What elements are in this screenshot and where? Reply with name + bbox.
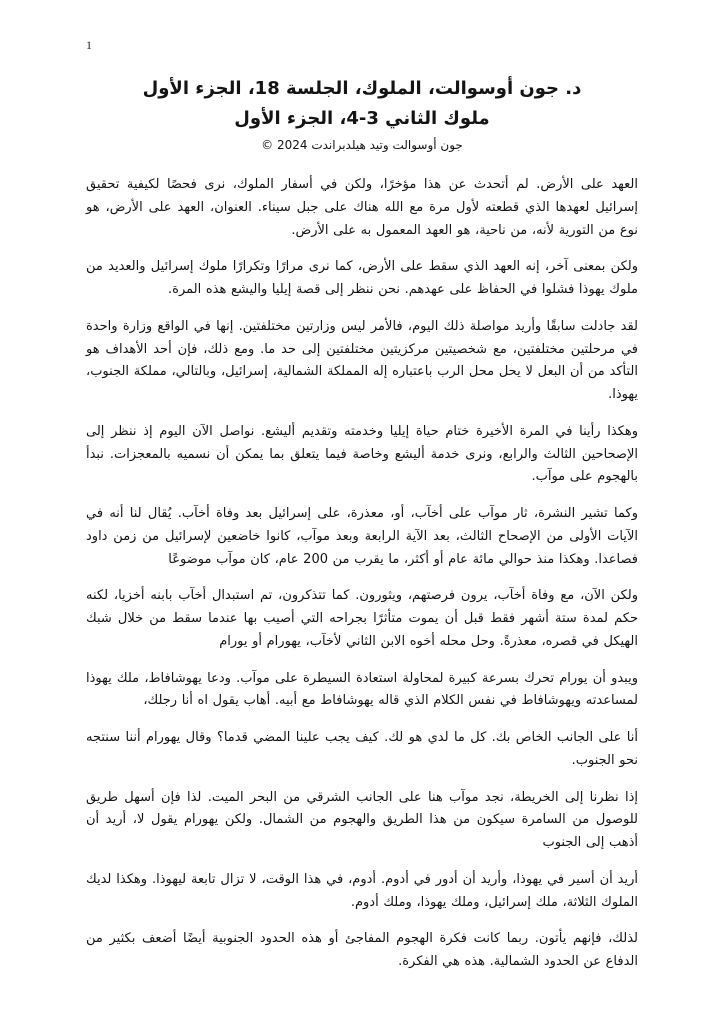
page-number: 1 — [86, 38, 92, 52]
document-header — [86, 76, 638, 152]
paragraph: ويبدو أن يورام تحرك بسرعة كبيرة لمحاولة استعادة السيطرة على موآب. ودعا يهوشافاط، ملك يهوذا لمساعدته ويهوشافاط في نفس الكلام الذي قاله يهوشافاط مع أبيه. أهاب يقول اه أنا رجلك، — [86, 670, 638, 709]
paragraph: العهد على الأرض. لم أتحدث عن هذا مؤخرًا، ولكن في أسفار الملوك، نرى فحصًا لكيفية تحقيق إسرائيل لعهدها الذي قطعته لأول مرة مع الله هناك على جبل سيناء. العنوان، العهد على الأرض، هو نوع من التورية لأنه، من ناحية، هو العهد المعمول به على الأرض. — [86, 177, 638, 238]
paragraph: ولكن الآن، مع وفاة أخآب، يرون فرصتهم، ويثورون. كما تتذكرون، تم استبدال أخآب بابنه أخزيا، لكنه حكم لمدة ستة أشهر فقط قبل أن يموت متأثرًا بجراحه التي أصيب بها عندما سقط من خلال شبك الهيكل في قصره، معذرةً. وحل محله أخوه الابن الثاني لأخآب، يهورام أو يورام — [86, 588, 638, 649]
copyright-line: جون أوسوالت وتيد هيلدبراندت 2024 © — [261, 138, 463, 153]
paragraph: أنا على الجانب الخاص بك. كل ما لدي هو لك. كيف يجب علينا المضي قدما؟ وقال يهورام أننا سنتجه نحو الجنوب. — [86, 730, 638, 768]
paragraph: وكما تشير النشرة، ثار موآب على أخآب، أو، معذرة، على إسرائيل بعد وفاة أخآب. يُقال لنا أنه في الآيات الأولى من الإصحاح الثالث، بعد الآية الرابعة وبعد موآب، كانوا خاضعين لإسرائيل من زمن داود فصاعدا. وهكذا منذ حوالي مائة عام أو أكثر، ما يقرب من 200 عام، كان موآب موضوعًا — [86, 506, 638, 567]
paragraph: لقد جادلت سابقًا وأريد مواصلة ذلك اليوم، فالأمر ليس وزارتين مختلفتين. إنها في الواقع وزارة واحدة في مرحلتين مختلفتين، مع شخصيتين مركزيتين مختلفتين إلى حد ما. ومع ذلك، فإن أحد الأهداف هو التأكد من أن البعل لا يحل محل الرب باعتباره إله المملكة الشمالية، إسرائيل، وبالتالي، مملكة الجنوب، يهوذا. — [86, 318, 638, 403]
paragraph: إذا نظرنا إلى الخريطة، نجد موآب هنا على الجانب الشرقي من البحر الميت. لذا فإن أسهل طريق للوصول من السامرة سيكون من هذا الطريق والهجوم من الشمال. ولكن يهورام يقول لا، أريد أن أذهب إلى الجنوب — [86, 789, 638, 851]
paragraph: وهكذا رأينا في المرة الأخيرة ختام حياة إيليا وخدمته وتقديم أليشع. نواصل الآن اليوم إذ ننظر إلى الإصحاحين الثالث والرابع، ونرى خدمة أليشع وخاصة فيما يتعلق بما يمكن أن نسميه بالمعجزات. نبدأ بالهجوم على موآب. — [86, 423, 638, 485]
paragraph: لذلك، فإنهم يأتون. ربما كانت فكرة الهجوم المفاجئ أو هذه الحدود الجنوبية أيضًا أضعف بكثير من الدفاع عن الحدود الشمالية. هذه هي الفكرة. — [86, 931, 638, 970]
document-title-line2: ملوك الثاني 3-4، الجزء الأول — [234, 108, 490, 130]
document-body — [86, 174, 638, 974]
document-title-line1: د. جون أوسوالت، الملوك، الجلسة 18، الجزء الأول — [142, 78, 582, 99]
paragraph: أريد أن أسير في يهوذا، وأريد أن أدور في أدوم. أدوم، في هذا الوقت، لا تزال تابعة ليهوذا. وهكذا لديك الملوك الثلاثة، ملك إسرائيل، وملك يهوذا، وملك أدوم. — [86, 871, 638, 910]
paragraph: ولكن بمعنى آخر، إنه العهد الذي سقط على الأرض، كما نرى مرارًا وتكرارًا ملوك إسرائيل والعديد من ملوك يهوذا فشلوا في الحفاظ على عهدهم. نحن ننظر إلى قصة إيليا واليشع هذه المرة. — [86, 259, 638, 298]
